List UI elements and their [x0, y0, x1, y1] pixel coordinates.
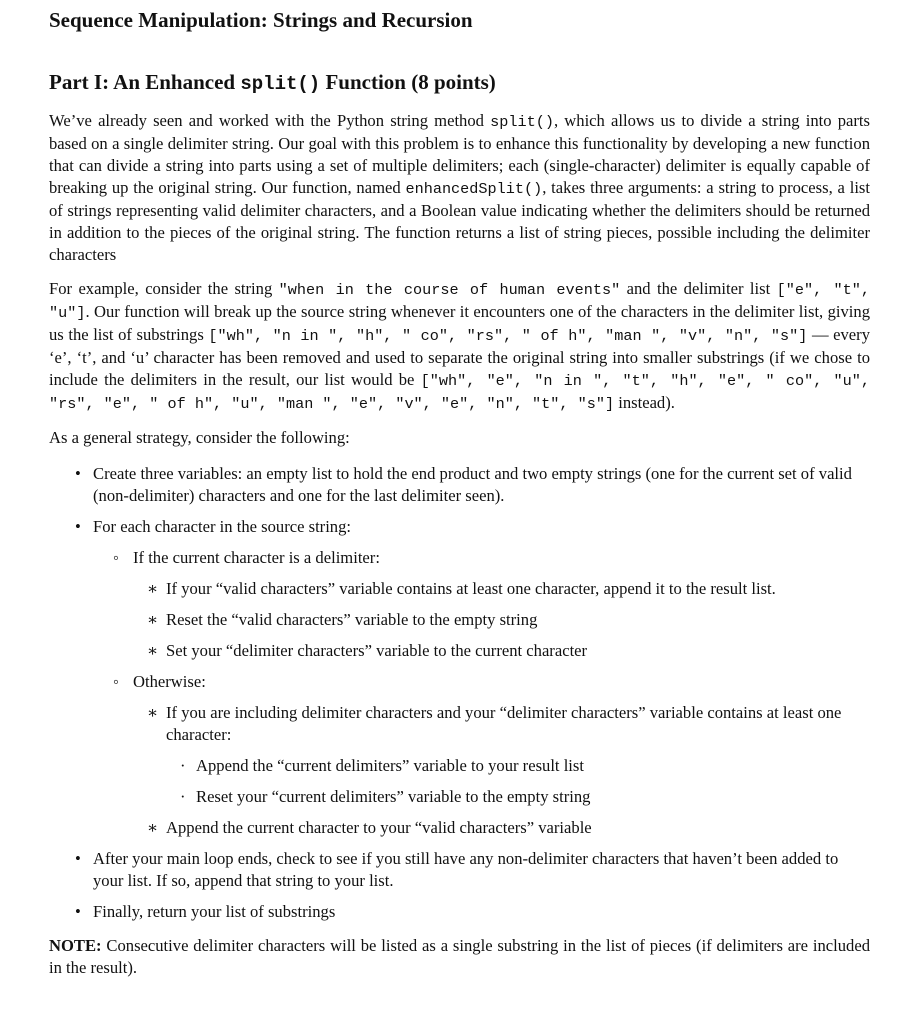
note-paragraph: [49, 935, 870, 979]
strategy-list: [49, 463, 870, 923]
list-item: [93, 671, 870, 839]
example-code-with-delimiters: ["wh", "e", "n in ", "t", "h", "e", " co", "u", "rs", "e", " of h", "u", "man ", "e", "v", "e", "n", "t", "s"]: [49, 372, 870, 413]
intro-code-enhancedsplit: enhancedSplit(): [405, 180, 543, 198]
list-item: ∗ Set your “delimiter characters” variable to the current character: [133, 640, 870, 662]
note-text: Consecutive delimiter characters will be listed as a single substring in the list of pieces (if delimiters are included in the result).: [49, 936, 870, 977]
example-text-b: and the delimiter list: [620, 279, 777, 298]
intro-paragraph: [49, 110, 870, 266]
example-code-source-string: "when in the course of human events": [278, 281, 621, 299]
list-item: [49, 516, 870, 839]
sublist: [93, 547, 870, 839]
example-text-c: . Our function will break up the source string whenever it encounters one of the characters in the delimiter list, giving us the list of substrings: [49, 302, 870, 344]
example-code-substrings: ["wh", "n in ", "h", " co", "rs", " of h", "man ", "v", "n", "s"]: [208, 327, 808, 345]
intro-text-a: We’ve already seen and worked with the Python string method: [49, 111, 491, 130]
example-text-a: For example, consider the string: [49, 279, 279, 298]
example-text-e: instead).: [614, 393, 675, 412]
example-code-delimiters: ["e", "t", "u"]: [49, 281, 871, 322]
sublist: [166, 755, 870, 808]
intro-text-b: , which allows us to divide a string into parts based on a single delimiter string. Our goal with this problem is to enhance this functionality by developing a new function that can divide a string into parts using a set of multiple delimiters; each (single-character) delimiter is equally capable of breaking up the original string. Our function, named: [49, 111, 871, 197]
list-item-text: If you are including delimiter characters and your “delimiter characters” variable contains at least one character:: [166, 703, 842, 744]
sublist: [133, 702, 870, 839]
sublist: [133, 578, 870, 662]
list-item: ∗ Append the current character to your “valid characters” variable: [133, 817, 870, 839]
list-item: [93, 547, 870, 662]
intro-code-split: split(): [490, 113, 554, 131]
list-item: • Finally, return your list of substrings: [49, 901, 870, 923]
list-item: • After your main loop ends, check to see if you still have any non-delimiter characters that haven’t been added to your list. If so, append that string to your list.: [49, 848, 870, 892]
part1-heading-post: Function (8 points): [320, 70, 496, 94]
part1-heading-code: split(): [240, 73, 321, 95]
list-item: [133, 702, 870, 808]
list-item: ∗ Reset the “valid characters” variable to the empty string: [133, 609, 870, 631]
list-item: · Reset your “current delimiters” variable to the empty string: [166, 786, 870, 808]
note-label: NOTE:: [49, 936, 102, 955]
example-text-d: — every ‘e’, ‘t’, and ‘u’ character has been removed and used to separate the original string into smaller substrings (if we chose to include the delimiters in the result, our list would be: [49, 325, 870, 389]
list-item: · Append the “current delimiters” variable to your result list: [166, 755, 870, 777]
list-item-text: Otherwise:: [133, 672, 206, 691]
list-item: • Create three variables: an empty list to hold the end product and two empty strings (one for the current set of valid (non-delimiter) characters and one for the last delimiter seen).: [49, 463, 870, 507]
part1-heading: [49, 68, 870, 98]
document-title: Sequence Manipulation: Strings and Recursion: [49, 8, 473, 32]
list-item-text: If the current character is a delimiter:: [133, 548, 380, 567]
part1-heading-pre: Part I: An Enhanced: [49, 70, 241, 94]
list-item-text: For each character in the source string:: [93, 517, 352, 536]
strategy-intro: As a general strategy, consider the following:: [49, 428, 350, 447]
intro-text-c: , takes three arguments: a string to process, a list of strings representing valid delimiter characters, and a Boolean value indicating whether the delimiters should be returned in addition to the pieces of the original string. The function returns a list of string pieces, possible including the delimiter characters: [49, 178, 871, 264]
example-paragraph: [49, 278, 870, 415]
list-item: ∗ If your “valid characters” variable contains at least one character, append it to the result list.: [133, 578, 870, 600]
